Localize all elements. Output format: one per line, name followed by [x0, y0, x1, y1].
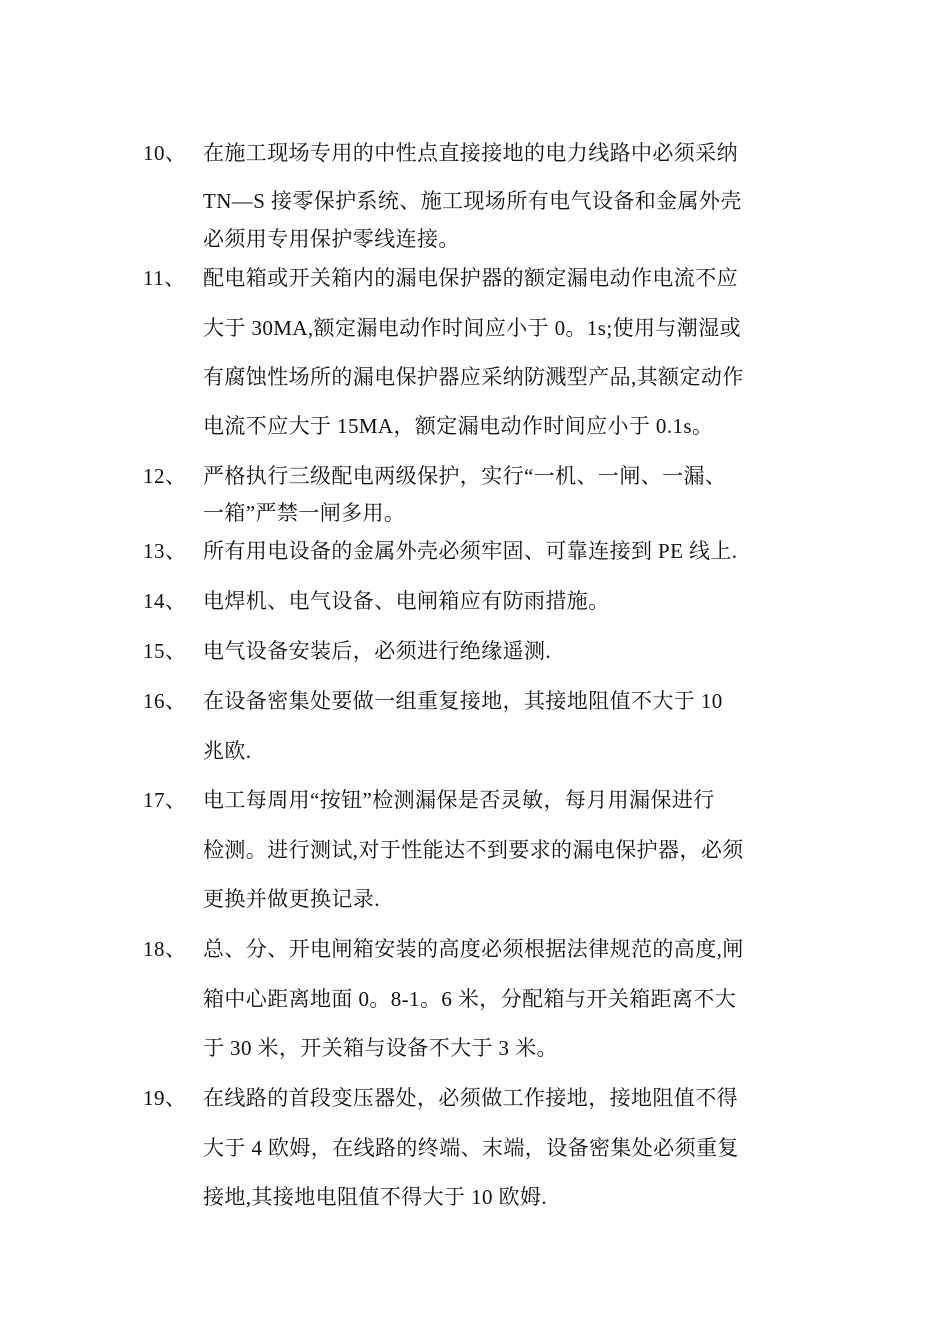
item-number: 14、: [143, 589, 187, 613]
item-text-line: 严格执行三级配电两级保护，实行“一机、一闸、一漏、: [203, 464, 727, 488]
item-text-line: 总、分、开电闸箱安装的高度必须根据法律规范的高度,闸: [203, 937, 744, 961]
item-text-line: 于 30 米，开关箱与设备不大于 3 米。: [203, 1036, 558, 1060]
item-text-line: 在线路的首段变压器处，必须做工作接地，接地阻值不得: [203, 1086, 738, 1110]
item-number: 19、: [143, 1086, 187, 1110]
item-number: 11、: [143, 266, 186, 290]
item-number: 18、: [143, 937, 187, 961]
item-text-line: 电气设备安装后，必须进行绝缘遥测.: [203, 639, 552, 663]
item-text-line: 配电箱或开关箱内的漏电保护器的额定漏电动作电流不应: [203, 266, 738, 290]
item-number: 16、: [143, 689, 187, 713]
item-number: 10、: [143, 141, 187, 165]
item-number: 13、: [143, 539, 187, 563]
item-text-line: 有腐蚀性场所的漏电保护器应采纳防溅型产品,其额定动作: [203, 365, 744, 389]
item-number: 12、: [143, 464, 187, 488]
item-text-line: 在设备密集处要做一组重复接地，其接地阻值不大于 10: [203, 689, 723, 713]
item-text-line: 兆欧.: [203, 739, 252, 763]
item-text-line: 电流不应大于 15MA，额定漏电动作时间应小于 0.1s。: [203, 414, 714, 438]
item-number: 17、: [143, 788, 187, 812]
item-text-line: 所有用电设备的金属外壳必须牢固、可靠连接到 PE 线上.: [203, 539, 738, 563]
item-text-line: 箱中心距离地面 0。8-1。6 米，分配箱与开关箱距离不大: [203, 987, 737, 1011]
item-text-line: 大于 30MA,额定漏电动作时间应小于 0。1s;使用与潮湿或: [203, 316, 741, 340]
item-number: 15、: [143, 639, 187, 663]
item-text-line: 必须用专用保护零线连接。: [203, 227, 460, 251]
item-text-line: 电焊机、电气设备、电闸箱应有防雨措施。: [203, 589, 610, 613]
item-text-line: 一箱”严禁一闸多用。: [203, 501, 406, 525]
item-text-line: 接地,其接地电阻值不得大于 10 欧姆.: [203, 1185, 547, 1209]
item-text-line: 在施工现场专用的中性点直接接地的电力线路中必须采纳: [203, 141, 738, 165]
item-text-line: 检测。进行测试,对于性能达不到要求的漏电保护器，必须: [203, 838, 744, 862]
item-text-line: 更换并做更换记录.: [203, 887, 380, 911]
item-text-line: 大于 4 欧姆，在线路的终端、末端，设备密集处必须重复: [203, 1136, 739, 1160]
item-text-line: 电工每周用“按钮”检测漏保是否灵敏，每月用漏保进行: [203, 788, 715, 812]
item-text-line: TN—S 接零保护系统、施工现场所有电气设备和金属外壳: [203, 189, 742, 213]
